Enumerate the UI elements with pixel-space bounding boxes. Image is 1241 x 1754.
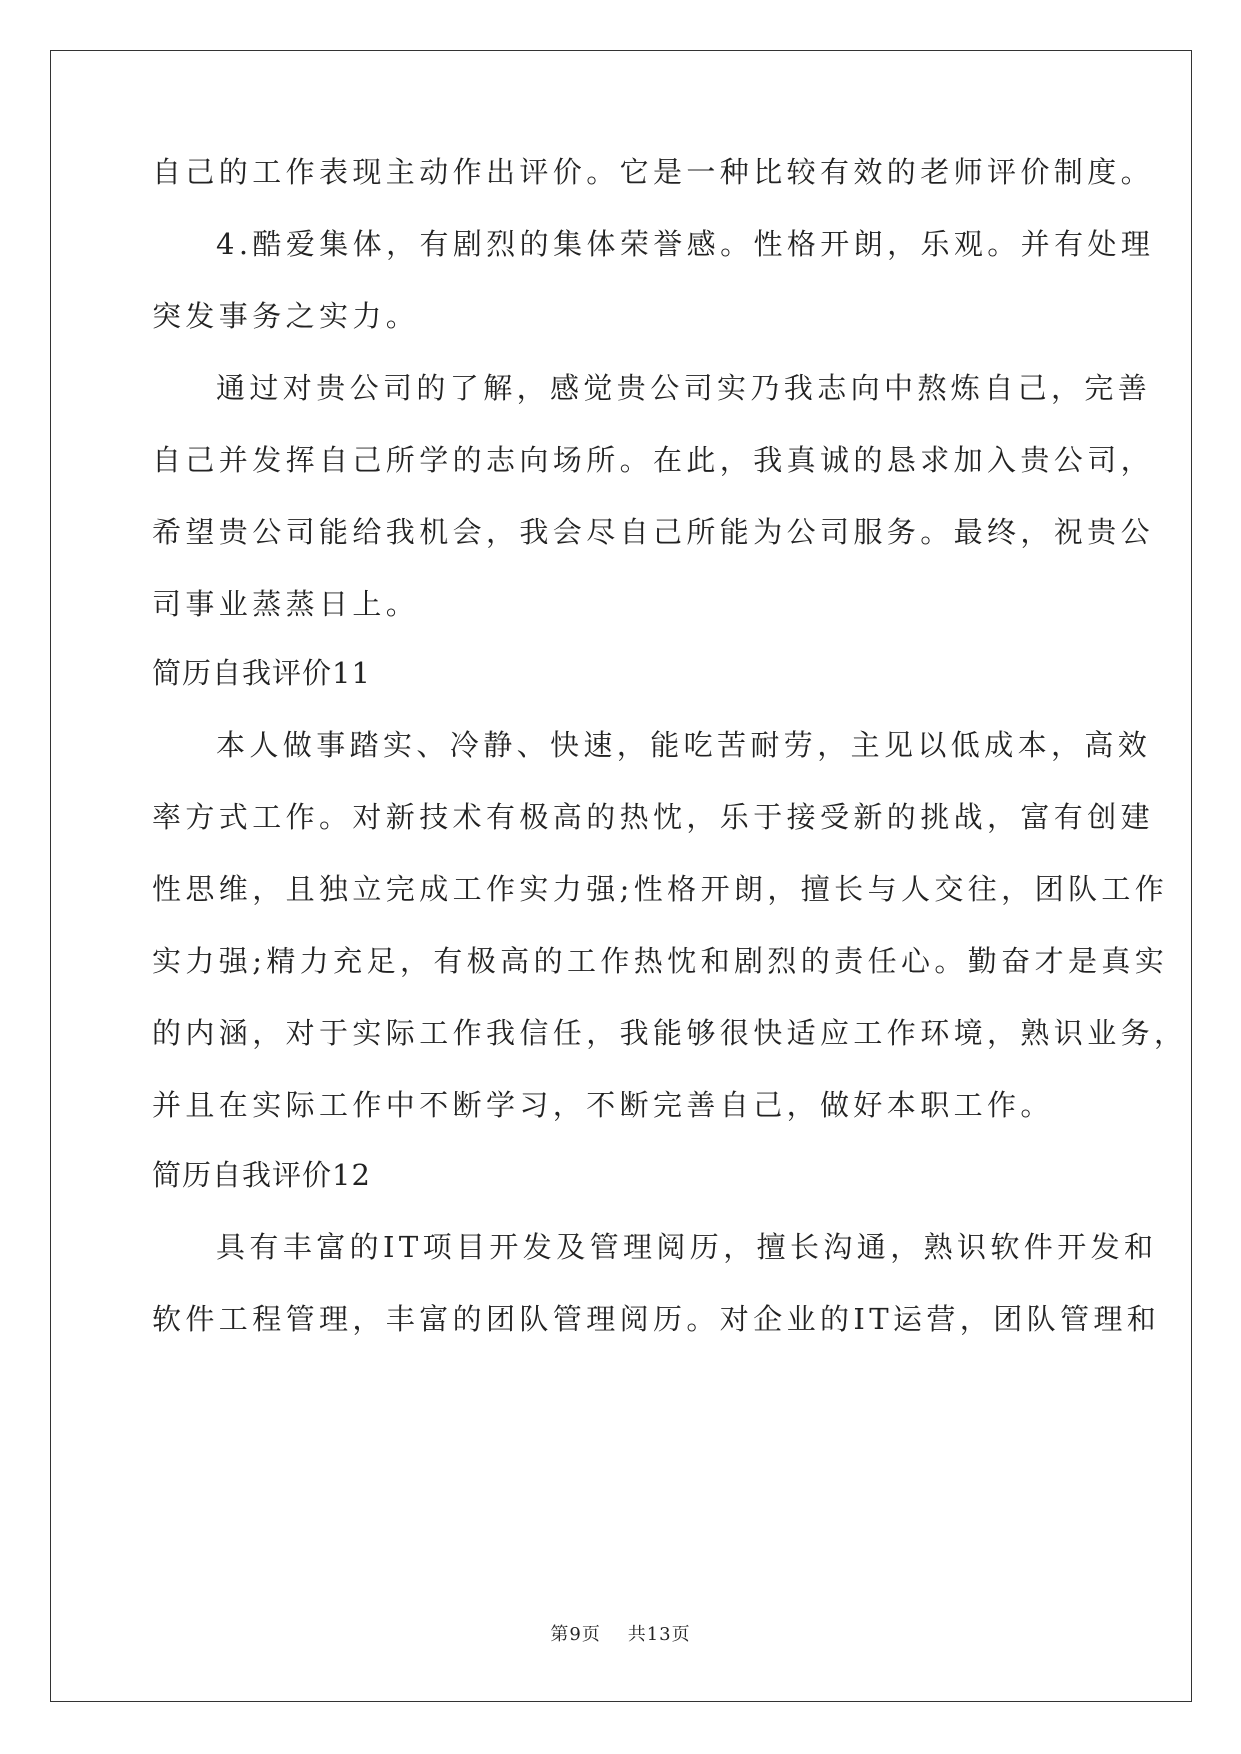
body-text-line: 本人做事踏实、冷静、快速，能吃苦耐劳，主见以低成本，高效 <box>216 728 1152 762</box>
body-text-line: 并且在实际工作中不断学习，不断完善自己，做好本职工作。 <box>152 1088 1054 1122</box>
body-text-line: 自己并发挥自己所学的志向场所。在此，我真诚的恳求加入贵公司， <box>152 443 1155 477</box>
body-text-line: 率方式工作。对新技术有极高的热忱，乐于接受新的挑战，富有创建 <box>152 800 1155 834</box>
body-text-line: 自己的工作表现主动作出评价。它是一种比较有效的老师评价制度。 <box>152 155 1155 189</box>
body-text-line: 通过对贵公司的了解，感觉贵公司实乃我志向中熬炼自己，完善 <box>216 371 1152 405</box>
page-number: 第9页 <box>550 1624 601 1645</box>
page-footer <box>0 1623 1241 1647</box>
body-text-line: 性思维，且独立完成工作实力强;性格开朗，擅长与人交往，团队工作 <box>152 872 1169 906</box>
body-text-line: 突发事务之实力。 <box>152 299 420 333</box>
section-heading: 简历自我评价12 <box>152 1158 371 1192</box>
body-text-line: 具有丰富的IT项目开发及管理阅历，擅长沟通，熟识软件开发和 <box>216 1230 1158 1264</box>
body-text-line: 的内涵，对于实际工作我信任，我能够很快适应工作环境，熟识业务， <box>152 1016 1188 1050</box>
page-total: 共13页 <box>627 1624 691 1645</box>
body-text-line: 希望贵公司能给我机会，我会尽自己所能为公司服务。最终，祝贵公 <box>152 515 1155 549</box>
body-text-line: 软件工程管理，丰富的团队管理阅历。对企业的IT运营，团队管理和 <box>152 1302 1161 1336</box>
body-text-line: 实力强;精力充足，有极高的工作热忱和剧烈的责任心。勤奋才是真实 <box>152 944 1169 978</box>
body-text-line: 司事业蒸蒸日上。 <box>152 587 420 621</box>
section-heading: 简历自我评价11 <box>152 656 371 690</box>
body-text-line: 4.酷爱集体，有剧烈的集体荣誉感。性格开朗，乐观。并有处理 <box>216 227 1155 261</box>
